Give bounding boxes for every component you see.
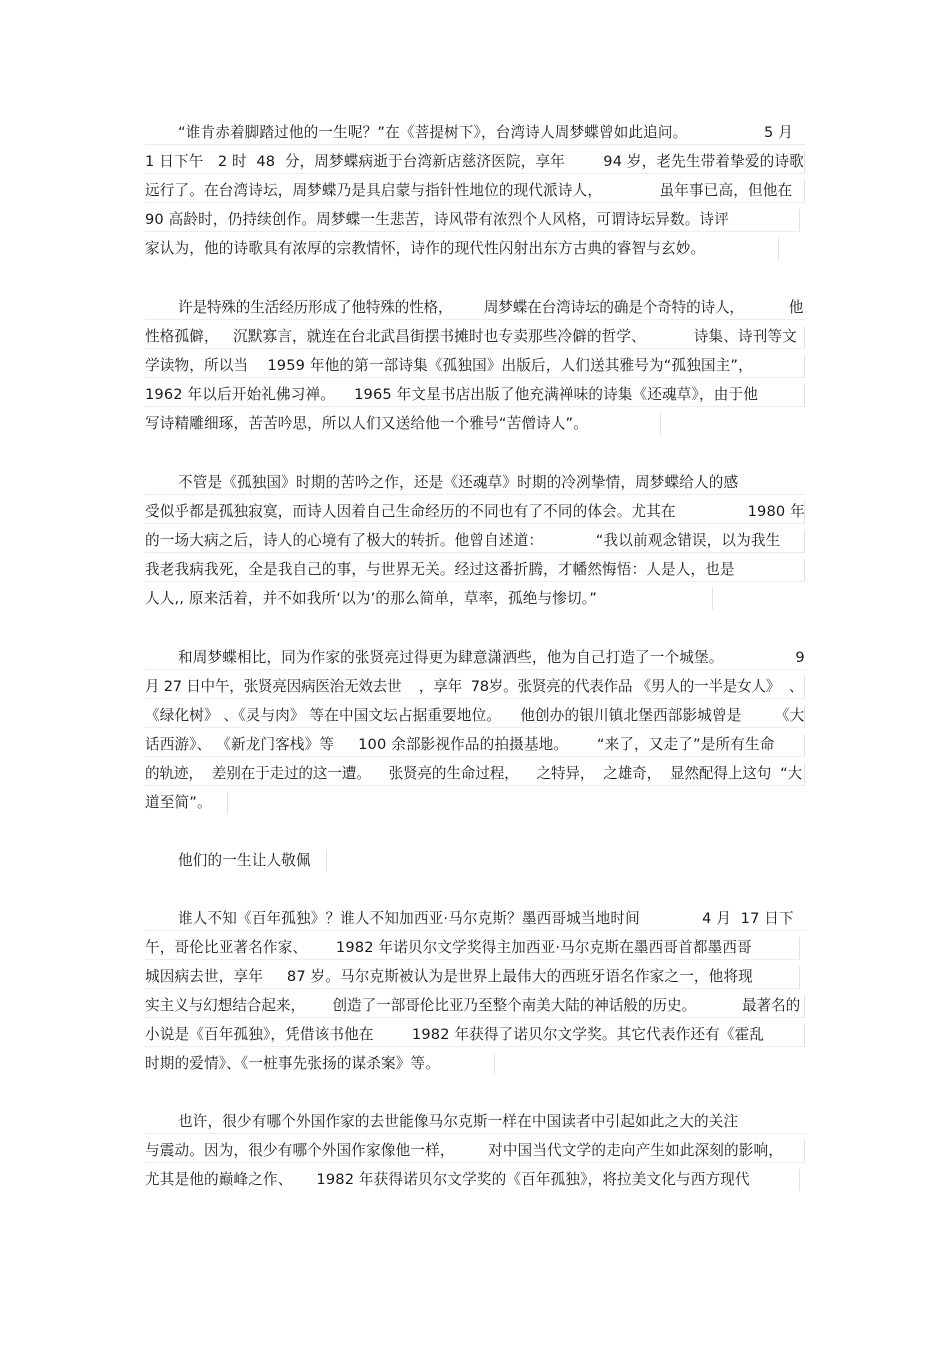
line-text: 他们的一生让人敬佩 xyxy=(178,852,311,869)
text-line xyxy=(145,792,228,821)
text-line xyxy=(145,705,805,734)
text-line xyxy=(145,151,805,180)
line-text: 城因病去世，享年 87 岁。马尔克斯被认为是世界上最伟大的西班牙语名作家之一，他将现 xyxy=(145,968,753,985)
text-line xyxy=(145,209,800,238)
text-line xyxy=(145,355,805,384)
line-text: 谁人不知《百年孤独》？谁人不知加西亚·马尔克斯？墨西哥城当地时间 4 月 17 日下 xyxy=(178,910,794,927)
text-line xyxy=(145,238,779,267)
line-text: 1962 年以后开始礼佛习禅。 1965 年文星书店出版了他充满禅味的诗集《还魂草》，由于他 xyxy=(145,386,758,403)
line-text: 也许，很少有哪个外国作家的去世能像马尔克斯一样在中国读者中引起如此之大的关注 xyxy=(178,1113,739,1130)
text-line xyxy=(145,1169,800,1198)
line-text: 家认为，他的诗歌具有浓厚的宗教情怀，诗作的现代性闪射出东方古典的睿智与玄妙。 xyxy=(145,240,706,257)
text-line xyxy=(145,472,805,501)
line-text: 写诗精雕细琢，苦苦吟思，所以人们又送给他一个雅号“苦僧诗人”。 xyxy=(145,415,588,432)
text-line xyxy=(145,676,805,705)
line-text: 不管是《孤独国》时期的苦吟之作，还是《还魂草》时期的冷冽挚情，周梦蝶给人的感 xyxy=(178,474,739,491)
line-text: 午，哥伦比亚著名作家、 1982 年诺贝尔文学奖得主加西亚·马尔克斯在墨西哥首都墨西哥 xyxy=(145,939,752,956)
text-line xyxy=(145,180,805,209)
line-text: 道至简”。 xyxy=(145,794,212,811)
line-text: 学读物，所以当 1959 年他的第一部诗集《孤独国》出版后，人们送其雅号为“孤独国主”， xyxy=(145,357,753,374)
text-line xyxy=(145,1024,805,1053)
line-text: 我老我病我死，全是我自己的事，与世界无关。经过这番折腾，才幡然悔悟：人是人，也是 xyxy=(145,561,735,578)
line-text: 90 高龄时，仍持续创作。周梦蝶一生悲苦，诗风带有浓烈个人风格，可谓诗坛异数。诗评 xyxy=(145,211,729,228)
line-text: 和周梦蝶相比，同为作家的张贤亮过得更为肆意潇洒些，他为自己打造了一个城堡。 9 xyxy=(178,649,805,666)
text-line xyxy=(145,908,805,937)
text-line xyxy=(145,1053,495,1082)
text-line xyxy=(145,734,805,763)
text-line xyxy=(145,763,805,792)
line-text: 小说是《百年孤独》，凭借该书他在 1982 年获得了诺贝尔文学奖。其它代表作还有《霍乱 xyxy=(145,1026,765,1043)
line-text: 1 日下午 2 时 48 分，周梦蝶病逝于台湾新店慈济医院，享年 94 岁，老先生带着挚爱的诗歌 xyxy=(145,153,804,170)
line-text: 许是特殊的生活经历形成了他特殊的性格， 周梦蝶在台湾诗坛的确是个奇特的诗人， 他 xyxy=(178,299,804,316)
text-line xyxy=(145,1111,805,1140)
text-line xyxy=(145,122,805,151)
text-line xyxy=(145,647,805,676)
text-line xyxy=(145,297,805,326)
text-line xyxy=(145,995,805,1024)
line-text: 时期的爱情》、《一桩事先张扬的谋杀案》等。 xyxy=(145,1055,441,1072)
line-text: 《绿化树》 、《灵与肉》 等在中国文坛占据重要地位。 他创办的银川镇北堡西部影城曾是 《大 xyxy=(145,707,805,724)
line-text: 受似乎都是孤独寂寞，而诗人因着自己生命经历的不同也有了不同的体会。尤其在 1980 年 xyxy=(145,503,805,520)
line-text: 月 27 日中午，张贤亮因病医治无效去世 ，享年 78岁。张贤亮的代表作品 《男人的一半是女人》 、 xyxy=(145,678,804,695)
text-line xyxy=(145,966,800,995)
line-text: 人人,, 原来活着，并不如我所‘以为’的那么简单，草率，孤绝与惨切。” xyxy=(145,590,597,607)
text-line xyxy=(145,530,805,559)
text-line xyxy=(145,501,805,530)
text-line xyxy=(145,850,327,879)
line-text: 的轨迹， 差别在于走过的这一遭。 张贤亮的生命过程， 之特异， 之雄奇， 显然配得上这句 “大 xyxy=(145,765,802,782)
line-text: 的一场大病之后，诗人的心境有了极大的转折。他曾自述道： “我以前观念错误，以为我生 xyxy=(145,532,781,549)
line-text: 性格孤僻， 沉默寡言，就连在台北武昌街摆书摊时也专卖那些冷僻的哲学、 诗集、诗刊等文 xyxy=(145,328,798,345)
text-line xyxy=(145,559,805,588)
text-line xyxy=(145,326,805,355)
line-text: 远行了。在台湾诗坛，周梦蝶乃是具启蒙与指针性地位的现代派诗人， 虽年事已高，但他在 xyxy=(145,182,793,199)
text-line xyxy=(145,588,713,617)
text-line xyxy=(145,1140,805,1169)
text-line xyxy=(145,384,805,413)
line-text: 与震动。因为，很少有哪个外国作家像他一样， 对中国当代文学的走向产生如此深刻的影响， xyxy=(145,1142,784,1159)
line-text: 实主义与幻想结合起来， 创造了一部哥伦比亚乃至整个南美大陆的神话般的历史。 最著名的 xyxy=(145,997,801,1014)
line-text: 尤其是他的巅峰之作、 1982 年获得诺贝尔文学奖的《百年孤独》，将拉美文化与西方现代 xyxy=(145,1171,750,1188)
text-line xyxy=(145,413,661,442)
text-line xyxy=(145,937,800,966)
line-text: 话西游》、 《新龙门客栈》等 100 余部影视作品的拍摄基地。 “来了，又走了”是所有生命 xyxy=(145,736,775,753)
line-text: “谁肯赤着脚踏过他的一生呢？”在《菩提树下》，台湾诗人周梦蝶曾如此追问。 5 月 xyxy=(178,124,794,141)
